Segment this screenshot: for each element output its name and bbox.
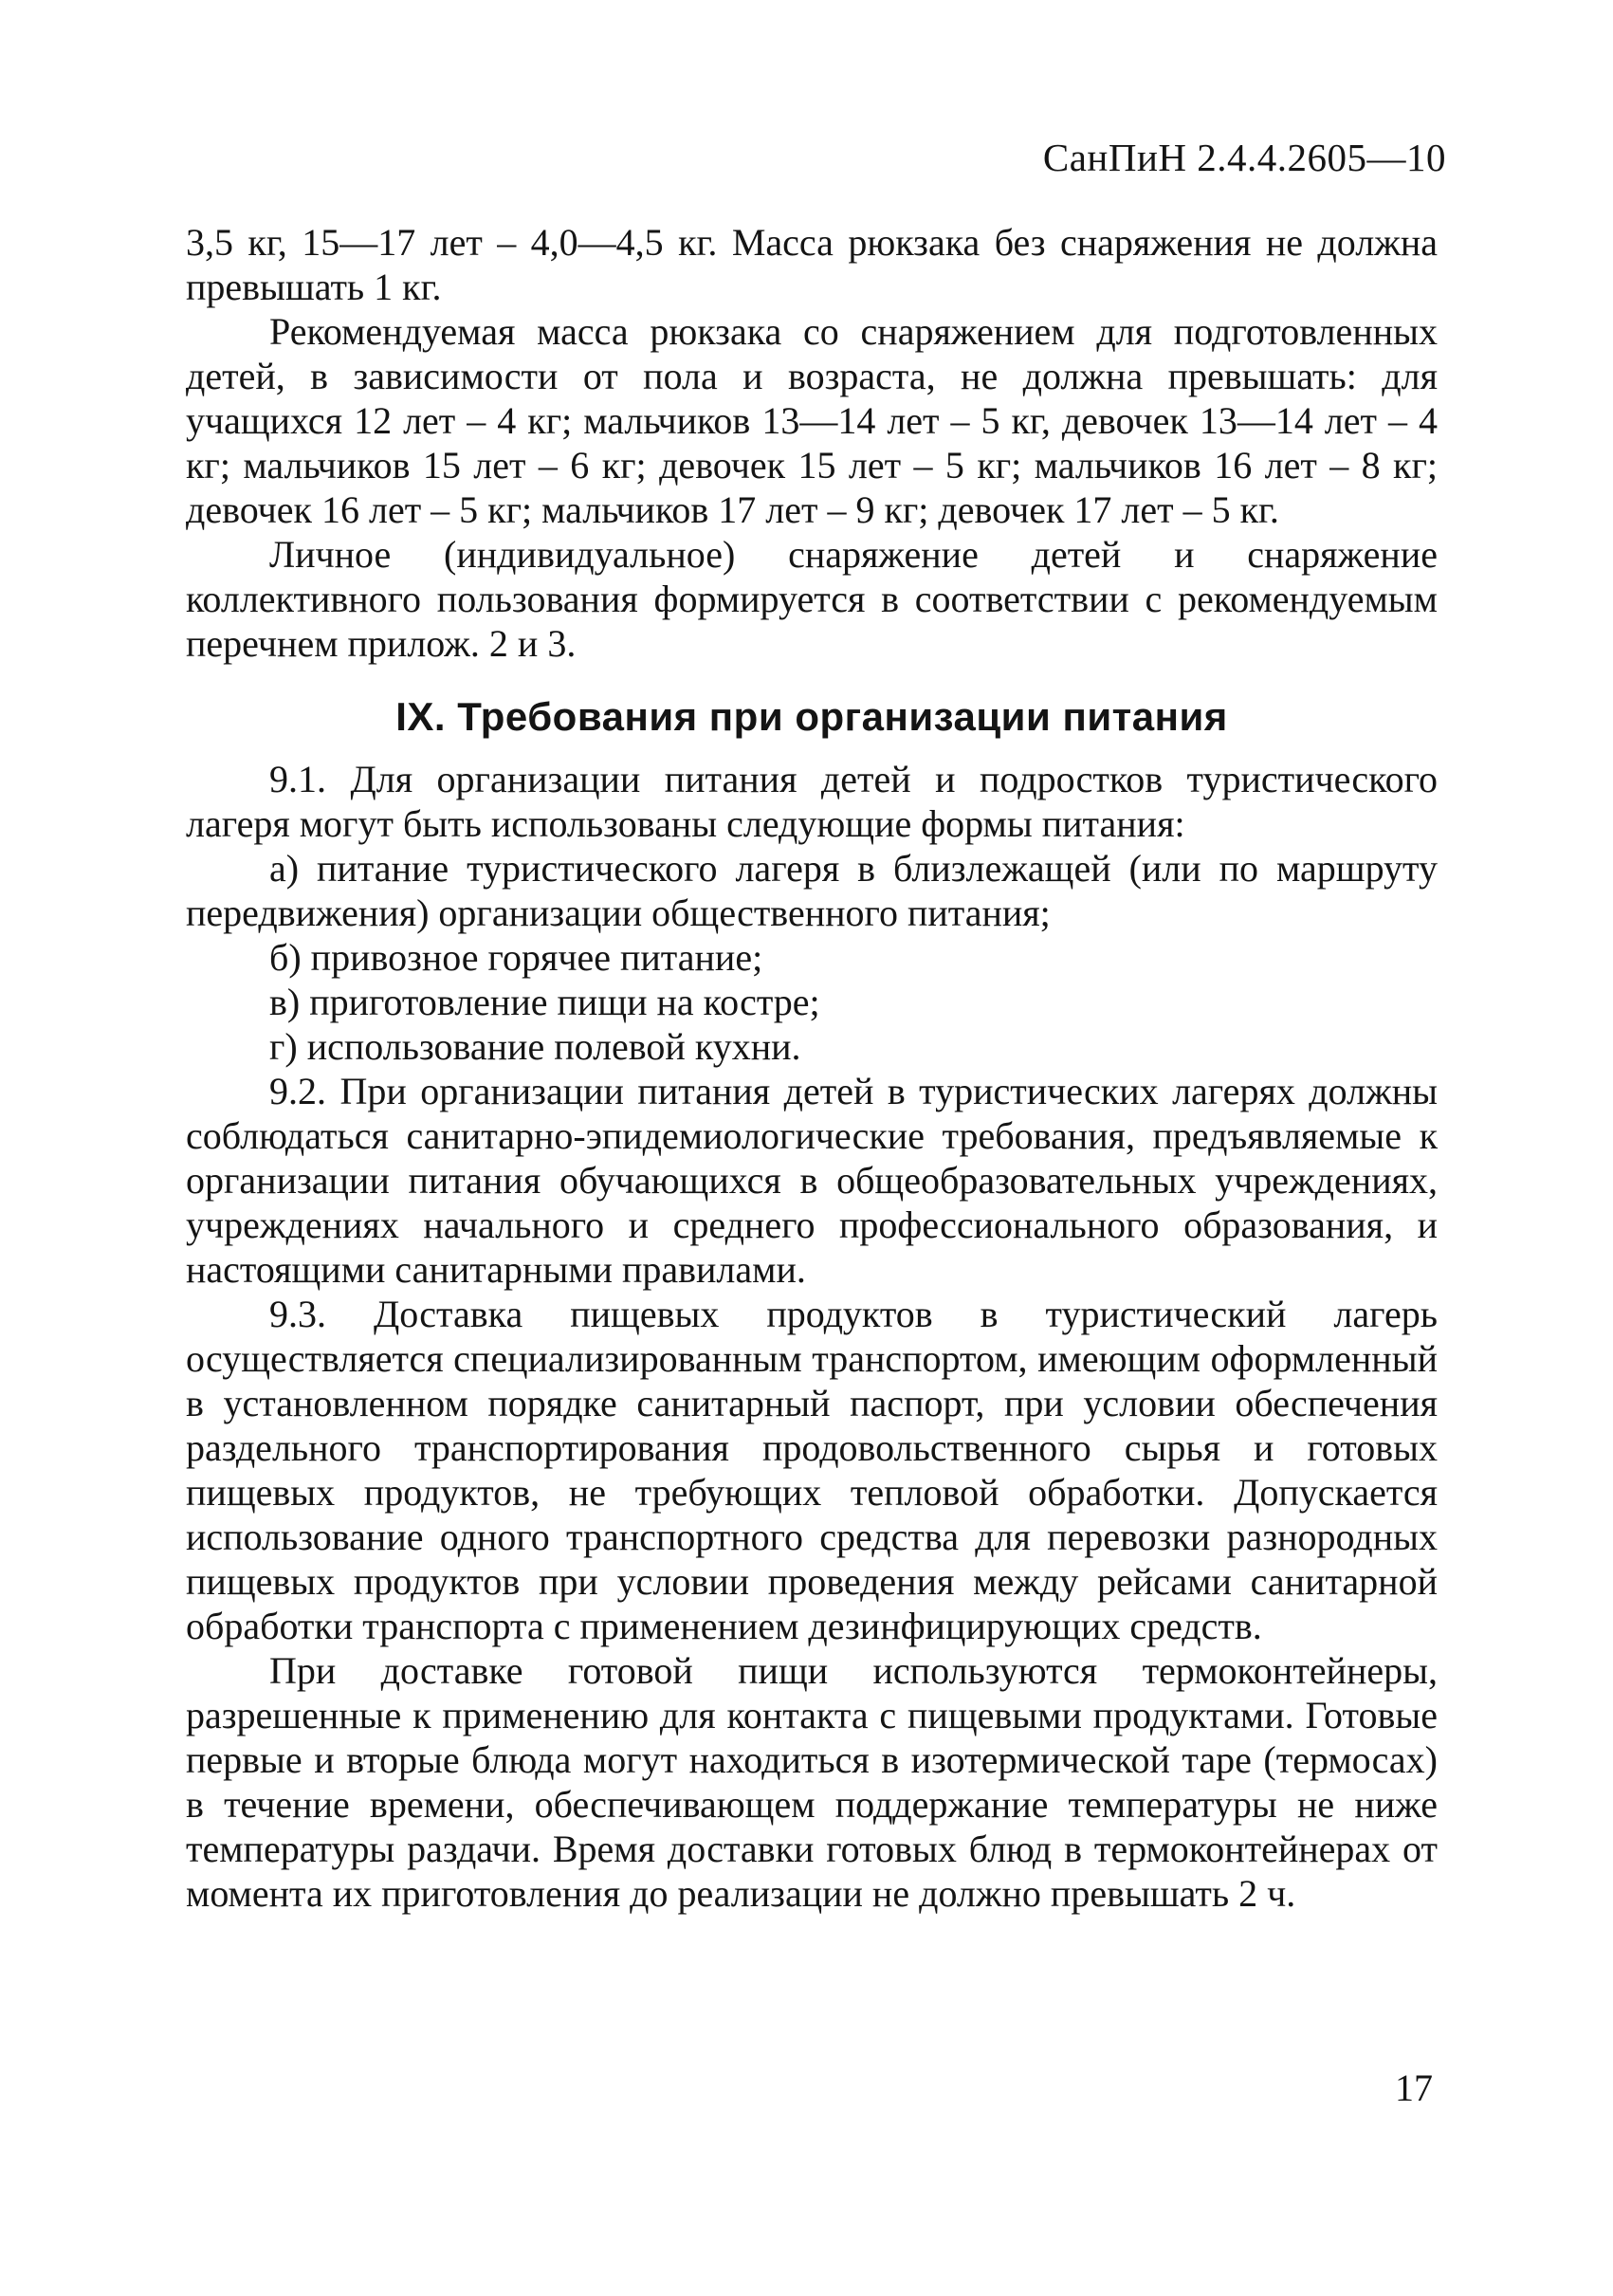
clause-9-1-b: б) привозное горячее питание; [269, 936, 763, 979]
paragraph-recommended-mass: Рекомендуемая масса рюкзака со снаряжением для подготовленных детей, в зависимости от пола и возраста, не должна превышать: для учащихся 12 лет – 4 кг; мальчиков 13—14 лет – 5 кг, девочек 13—14 лет – 4 кг; мальчиков 15 лет – 6 кг; девочек 15 лет – 5 кг; мальчиков 16 лет – 8 кг; девочек 16 лет – 5 кг; мальчиков 17 лет – 9 кг; девочек 17 лет – 5 кг. [186, 310, 1438, 531]
body-text [186, 220, 1438, 1916]
clause-9-3-hot-food-delivery: При доставке готовой пищи используются термоконтейнеры, разрешенные к применению для контакта с пищевыми продуктами. Готовые первые и вторые блюда могут находиться в изотермической таре (термосах) в течение времени, обеспечивающем поддержание температуры не ниже температуры раздачи. Время доставки готовых блюд в термоконтейнерах от момента их приготовления до реализации не должно превышать 2 ч. [186, 1649, 1438, 1915]
page-number: 17 [1395, 2066, 1433, 2109]
section-heading: IX. Требования при организации питания [395, 694, 1228, 739]
clause-9-1-g: г) использование полевой кухни. [269, 1025, 801, 1068]
paragraph-backpack-mass-end: 3,5 кг, 15—17 лет – 4,0—4,5 кг. Масса рюкзака без снаряжения не должна превышать 1 кг. [186, 221, 1438, 308]
paragraph-personal-equipment: Личное (индивидуальное) снаряжение детей и снаряжение коллективного пользования формируется в соответствии с рекомендуемым перечнем прилож. 2 и 3. [186, 533, 1438, 665]
clause-9-1: 9.1. Для организации питания детей и подростков туристического лагеря могут быть использованы следующие формы питания: [186, 758, 1438, 845]
clause-9-2: 9.2. При организации питания детей в туристических лагерях должны соблюдаться санитарно-эпидемиологические требования, предъявляемые к организации питания обучающихся в общеобразовательных учреждениях, учреждениях начального и среднего профессионального образования, и настоящими санитарными правилами. [186, 1070, 1438, 1291]
clause-9-1-a: а) питание туристического лагеря в близлежащей (или по маршруту передвижения) организации общественного питания; [186, 847, 1438, 934]
document-code-header: СанПиН 2.4.4.2605—10 [1042, 136, 1446, 179]
clause-9-1-v: в) приготовление пищи на костре; [269, 981, 820, 1023]
clause-9-3: 9.3. Доставка пищевых продуктов в туристический лагерь осуществляется специализированным транспортом, имеющим оформленный в установленном порядке санитарный паспорт, при условии обеспечения раздельного транспортирования продовольственного сырья и готовых пищевых продуктов, не требующих тепловой обработки. Допускается использование одного транспортного средства для перевозки разнородных пищевых продуктов при условии проведения между рейсами санитарной обработки транспорта с применением дезинфицирующих средств. [186, 1293, 1438, 1647]
